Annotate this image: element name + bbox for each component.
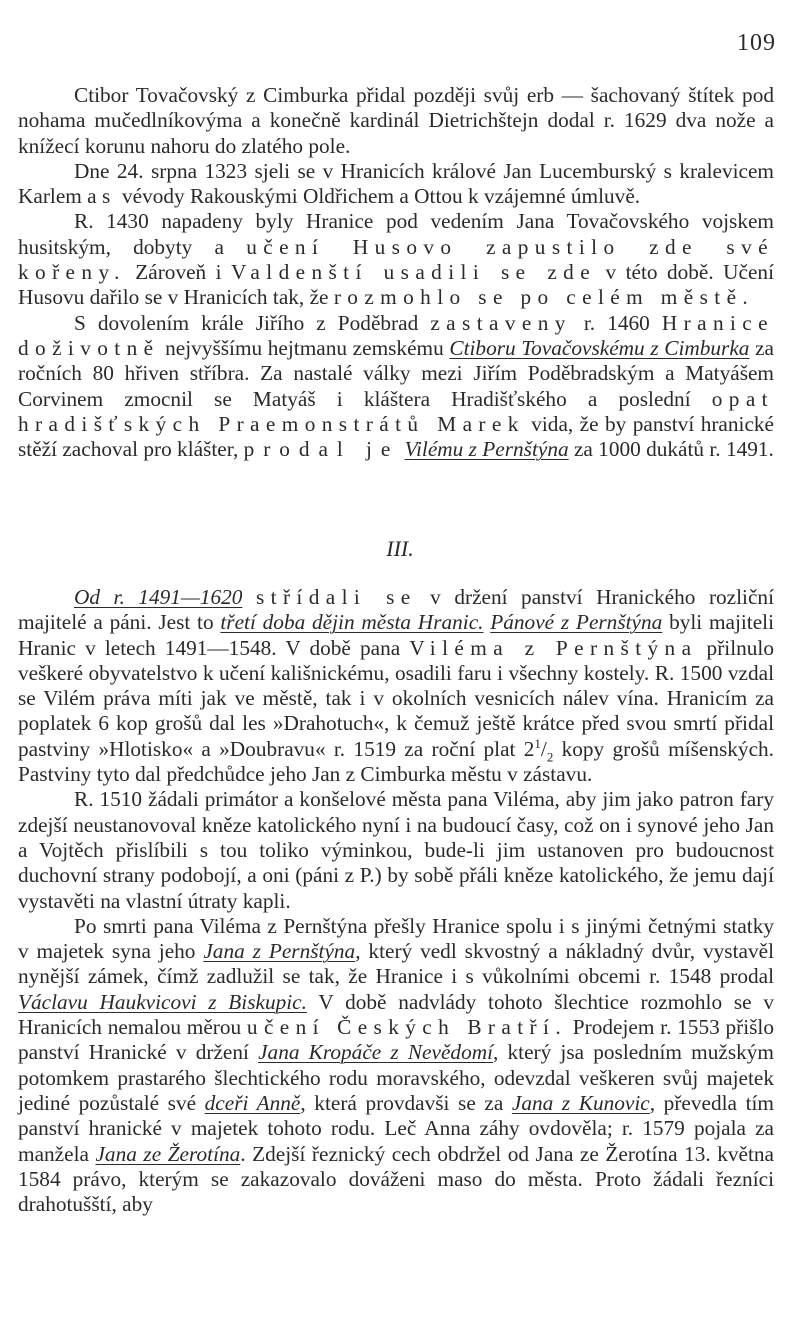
text-block-upper	[18, 83, 774, 462]
paragraph-1: Ctibor Tovačovský z Cimburka přidal později svůj erb — šachovaný štítek pod nohama mučedlníkovýma a konečně kardinál Dietrichštejn dodal r. 1629 dva nože a knížecí korunu nahoru do zlatého pole.	[18, 83, 774, 158]
paragraph-6: R. 1510 žádali primátor a konšelové města pana Viléma, aby jim jako patron fary zdejší neustanovoval kněze katolického nyní i na budoucí časy, což on i synové jeho Jan a Vojtěch přislíbili s tou toliko výminkou, bude-li jim ustanoven pro budoucnost duchovní strany podobojí, a oni (páni z P.) by sobě přáli kněze katolického, že jemu dají vystavěti na vlastní útraty kapli.	[18, 787, 774, 913]
paragraph-4: S dovolením krále Jiřího z Poděbrad zastaveny r. 1460 Hranice doživotně nejvyššímu hejtmanu zemskému Ctiboru Tovačovskému z Cimburka za ročních 80 hřiven stříbra. Za nastalé války mezi Jiřím Poděbradským a Matyášem Corvinem zmocnil se Matyáš i kláštera Hradišťského a poslední opat hradišťských Praemonstrátů Marek vida, že by panství hranické stěží zachoval pro klášter, prodal je Vilému z Pernštýna za 1000 dukátů r. 1491.	[18, 310, 775, 462]
paragraph-3: R. 1430 napadeny byly Hranice pod vedením Jana Tovačovského vojskem husitským, dobyty a učení Husovo zapustilo zde své kořeny. Zároveň i Valdenští usadili se zde v této době. Učení Husovu dařilo se v Hranicích tak, že rozmohlo se po celém městě.	[18, 209, 774, 310]
paragraph-7: Po smrti pana Viléma z Pernštýna přešly Hranice spolu i s jinými četnými statky v majetek syna jeho Jana z Pernštýna, který vedl skvostný a nákladný dvůr, vystavěl nynější zámek, čímž zadlužil se tak, že Hranice i s vůkolními obcemi r. 1548 prodal Václavu Haukvicovi z Biskupic. V době nadvlády tohoto šlechtice rozmohlo se v Hranicích nemalou měrou učení Českých Bratří. Prodejem r. 1553 přišlo panství Hranické v držení Jana Kropáče z Nevědomí, který jsa posledním mužským potomkem prastarého šlechtického rodu moravského, odevzdal veškeren svůj majetek jediné pozůstalé své dceři Anně, která provdavši se za Jana z Kunovic, převedla tím panství hranické v majetek tohoto rodu. Leč Anna záhy ovdověla; r. 1579 pojala za manžela Jana ze Žerotína. Zdejší řeznický cech obdržel od Jana ze Žerotína 13. května 1584 právo, kterým se zakazovalo dováženi maso do města. Proto žádali řezníci drahotušští, aby	[18, 913, 774, 1217]
spaced-text: učení Husovo zapustilo zde své kořeny.	[18, 234, 774, 285]
spaced-text: Valdenští usadili se zde	[231, 260, 597, 285]
spaced-text: rozmohlo se po celém městě.	[333, 285, 755, 310]
name-emphasis: Ctiboru Tovačovskému z Cimburka	[449, 335, 750, 360]
section-heading: III.	[386, 536, 414, 561]
name-emphasis: Vilému z Pernštýna	[404, 437, 569, 462]
page-number: 109	[737, 30, 776, 56]
paragraph-2: Dne 24. srpna 1323 sjeli se v Hranicích králové Jan Lucemburský s kralevicem Karlem a s vévody Rakouskými Oldřichem a Ottou k vzájemné úmluvě.	[18, 158, 774, 209]
paragraph-5: Od r. 1491—1620 střídali se v držení panství Hranického rozliční majitelé a páni. Jest to třetí doba dějin města Hranic. Pánové z Pernštýna byli majiteli Hranic v letech 1491—1548. V době pana Viléma z Pernštýna přilnulo veškeré obyvatelstvo k učení kališnickému, osadili faru i všechny kostely. R. 1500 vzdal se Vilém práva míti jak ve městě, tak i v okolních vesnicích nálev vína. Hranicím za poplatek 6 kop grošů dal les »Drahotuch«, k čemuž ještě krátce před svou smrtí přidal pastviny »Hlotisko« a »Doubravu« r. 1519 za roční plat $2^1/_2$ kopy grošů míšenských. Pastviny tyto dal předchůdce jeho Jan z Cimburka městu v zástavu.	[18, 585, 775, 787]
text-block-lower	[18, 585, 774, 1217]
